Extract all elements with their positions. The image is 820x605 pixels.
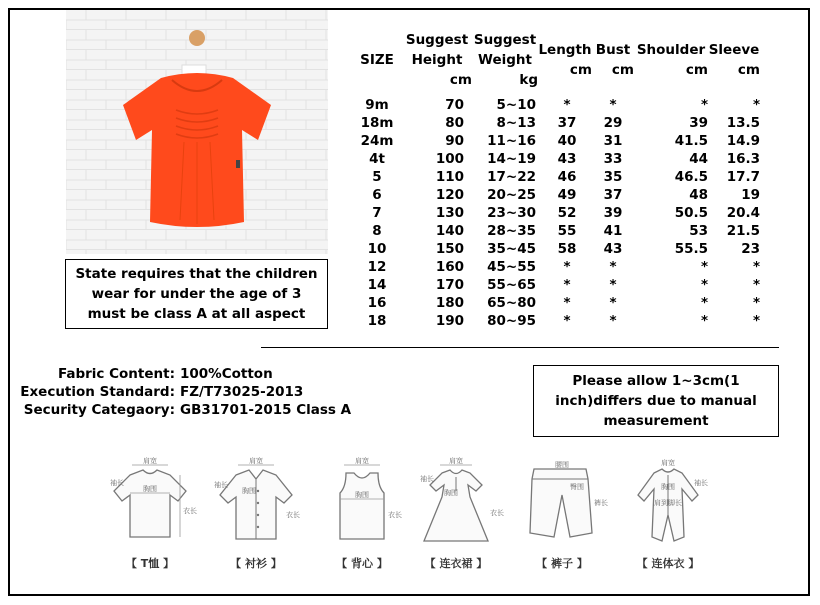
diagram-tag: 臀围 — [570, 483, 584, 491]
size-cell: 16.3 — [726, 151, 760, 167]
size-cell: 48 — [689, 187, 708, 203]
size-cell: 4t — [369, 151, 385, 167]
size-cell: 160 — [435, 259, 464, 275]
diagram-tag: 肩宽 — [143, 457, 157, 465]
size-row — [352, 168, 760, 186]
size-cell: 11~16 — [487, 133, 536, 149]
size-cell: 150 — [435, 241, 464, 257]
header-line: Length — [538, 42, 592, 58]
size-cell: 37 — [603, 187, 623, 203]
header-line: SIZE — [360, 52, 394, 68]
size-cell: 120 — [435, 187, 464, 203]
size-row — [352, 312, 760, 330]
diagram-tag: 胸围 — [661, 483, 675, 491]
size-row — [352, 276, 760, 294]
size-cell: 45~55 — [487, 259, 536, 275]
diagram-tag: 衣长 — [490, 509, 504, 517]
size-cell: 18m — [360, 115, 394, 131]
spec-value: GB31701-2015 Class A — [180, 402, 352, 418]
size-cell: 41 — [603, 223, 623, 239]
diagram-tag: 袖长 — [694, 479, 708, 487]
diagram-tag: 胸围 — [143, 485, 157, 493]
diagram-label: 【 背心 】 — [336, 557, 388, 570]
header-line: cm — [737, 62, 760, 78]
size-cell: 49 — [557, 187, 577, 203]
spec-value: 100%Cotton — [180, 366, 273, 382]
size-cell: 43 — [557, 151, 577, 167]
diagram-tag: 胸围 — [444, 489, 458, 497]
size-cell: 23~30 — [487, 205, 536, 221]
size-cell: 46.5 — [674, 169, 708, 185]
product-photo — [66, 10, 328, 254]
diagram-tag: 肩宽 — [449, 457, 463, 465]
spec-row — [14, 401, 351, 419]
diagram-tag: 肩宽 — [249, 457, 263, 465]
size-cell: 16 — [367, 295, 387, 311]
diagram-tag: 肩宽 — [661, 459, 675, 467]
size-cell: 7 — [372, 205, 382, 221]
size-cell: 24m — [360, 133, 394, 149]
size-chart-table — [352, 28, 760, 330]
spec-row — [14, 365, 351, 383]
size-cell: 17~22 — [487, 169, 536, 185]
diagram-tag: 衣长 — [286, 511, 300, 519]
size-cell: 80~95 — [487, 313, 536, 329]
tshirt-photo-illustration — [66, 10, 328, 254]
diagram-tag: 裤长 — [594, 499, 608, 507]
size-cell: 5~10 — [496, 97, 536, 113]
dress-diagram — [406, 455, 506, 575]
size-cell: 20.4 — [726, 205, 760, 221]
size-cell: 21.5 — [726, 223, 760, 239]
vest-diagram — [312, 455, 412, 575]
shirt-diagram — [206, 455, 306, 575]
size-cell: 37 — [557, 115, 577, 131]
header-line: Suggest — [473, 32, 537, 48]
size-cell: 14 — [367, 277, 387, 293]
diagram-tag: 衣长 — [183, 507, 197, 515]
size-cell: 23 — [741, 241, 760, 257]
size-cell: 35~45 — [487, 241, 536, 257]
size-cell: 140 — [435, 223, 464, 239]
size-cell: 55~65 — [487, 277, 536, 293]
size-cell: * — [752, 97, 760, 113]
size-cell: 50.5 — [674, 205, 708, 221]
children-standard-note — [65, 259, 328, 329]
size-row — [352, 222, 760, 240]
size-chart-header-cell — [538, 28, 592, 92]
size-cell: 14~19 — [487, 151, 536, 167]
size-row — [352, 240, 760, 258]
size-row — [352, 96, 760, 114]
header-line: kg — [519, 72, 538, 88]
size-cell: 8 — [372, 223, 382, 239]
diagram-tag: 袖长 — [214, 481, 228, 489]
size-cell: 110 — [435, 169, 464, 185]
size-cell: 55.5 — [674, 241, 708, 257]
size-cell: 14.9 — [726, 133, 760, 149]
size-cell: 18 — [367, 313, 387, 329]
header-line: Bust — [595, 42, 631, 58]
diagram-label: 【 连衣裙 】 — [424, 557, 488, 570]
size-cell: * — [609, 295, 617, 311]
size-cell: 46 — [557, 169, 577, 185]
diagram-label: 【 T恤 】 — [125, 557, 175, 570]
size-cell: 58 — [557, 241, 577, 257]
diagram-tag: 肩到脚长 — [654, 499, 682, 507]
diagram-label: 【 连体衣 】 — [636, 557, 700, 570]
size-cell: 90 — [445, 133, 464, 149]
size-cell: * — [700, 259, 708, 275]
size-row — [352, 132, 760, 150]
measurement-note — [533, 365, 779, 437]
spec-value: FZ/T73025-2013 — [180, 384, 304, 400]
diagram-tag: 衣长 — [388, 511, 402, 519]
header-line: cm — [569, 62, 592, 78]
fabric-specs — [14, 365, 351, 419]
size-cell: 53 — [689, 223, 708, 239]
diagram-tag: 袖长 — [420, 475, 434, 483]
size-cell: 170 — [435, 277, 464, 293]
measurement-note-text: Please allow 1~3cm(1 inch)differs due to manual measurement — [555, 373, 757, 429]
diagram-tag: 胸围 — [355, 491, 369, 499]
header-line: Suggest — [405, 32, 469, 48]
spec-label: Fabric Content: — [57, 366, 175, 382]
size-cell: 8~13 — [496, 115, 536, 131]
spec-label: Security Categaory: — [23, 402, 175, 418]
size-cell: 130 — [435, 205, 464, 221]
header-line: Height — [411, 52, 463, 68]
size-cell: 40 — [557, 133, 577, 149]
size-cell: * — [563, 277, 571, 293]
size-chart-body — [352, 92, 760, 330]
size-cell: 35 — [603, 169, 623, 185]
hanger-hook — [189, 30, 205, 46]
size-cell: * — [609, 97, 617, 113]
size-cell: * — [700, 277, 708, 293]
diagram-tag: 胸围 — [242, 487, 256, 495]
diagram-label: 【 裤子 】 — [536, 557, 588, 570]
size-cell: * — [609, 277, 617, 293]
size-cell: * — [609, 259, 617, 275]
children-standard-note-text: State requires that the children wear for under the age of 3 must be class A at all aspect — [75, 266, 318, 322]
pants-diagram — [512, 455, 612, 575]
size-cell: * — [700, 313, 708, 329]
size-cell: * — [563, 259, 571, 275]
size-cell: 19 — [741, 187, 760, 203]
size-cell: 10 — [367, 241, 387, 257]
header-line: cm — [449, 72, 472, 88]
size-chart-header — [352, 28, 760, 92]
header-line: Weight — [478, 52, 532, 68]
size-cell: * — [700, 295, 708, 311]
header-line: Shoulder — [636, 42, 706, 58]
size-cell: 17.7 — [726, 169, 760, 185]
header-line: Sleeve — [708, 42, 760, 58]
size-cell: 44 — [689, 151, 708, 167]
size-cell: * — [563, 313, 571, 329]
size-cell: * — [609, 313, 617, 329]
size-cell: 31 — [603, 133, 623, 149]
size-chart-header-cell — [402, 28, 472, 92]
size-cell: * — [752, 295, 760, 311]
size-cell: 41.5 — [674, 133, 708, 149]
size-cell: * — [752, 277, 760, 293]
spec-row — [14, 383, 351, 401]
tshirt-diagram — [100, 455, 200, 575]
size-cell: 39 — [689, 115, 708, 131]
diagram-tag: 肩宽 — [355, 457, 369, 465]
size-chart-header-cell — [592, 28, 634, 92]
size-cell: 33 — [603, 151, 623, 167]
size-cell: 9m — [365, 97, 389, 113]
size-cell: * — [752, 259, 760, 275]
size-cell: 39 — [603, 205, 623, 221]
size-cell: 52 — [557, 205, 577, 221]
spec-label: Execution Standard: — [20, 384, 175, 400]
size-cell: 20~25 — [487, 187, 536, 203]
size-row — [352, 186, 760, 204]
size-cell: 5 — [372, 169, 382, 185]
size-row — [352, 150, 760, 168]
size-cell: 28~35 — [487, 223, 536, 239]
size-cell: * — [752, 313, 760, 329]
section-divider — [261, 347, 779, 348]
diagram-label: 【 衬衫 】 — [230, 557, 282, 570]
size-row — [352, 258, 760, 276]
size-chart-header-cell — [708, 28, 760, 92]
size-cell: * — [563, 97, 571, 113]
size-cell: 29 — [603, 115, 623, 131]
diagram-tag: 腰围 — [555, 461, 569, 469]
size-row — [352, 294, 760, 312]
size-cell: * — [700, 97, 708, 113]
size-cell: 180 — [435, 295, 464, 311]
size-chart-header-cell — [472, 28, 538, 92]
size-row — [352, 114, 760, 132]
size-cell: 43 — [603, 241, 623, 257]
size-row — [352, 204, 760, 222]
size-cell: 70 — [445, 97, 464, 113]
size-cell: 65~80 — [487, 295, 536, 311]
header-line: cm — [611, 62, 634, 78]
measurement-diagrams — [100, 455, 720, 575]
size-cell: 55 — [557, 223, 577, 239]
size-cell: 13.5 — [726, 115, 760, 131]
diagram-tag: 袖长 — [110, 479, 124, 487]
size-chart-header-cell — [634, 28, 708, 92]
size-cell: 80 — [445, 115, 464, 131]
size-cell: 190 — [435, 313, 464, 329]
size-cell: 100 — [435, 151, 464, 167]
header-line: cm — [685, 62, 708, 78]
size-cell: * — [563, 295, 571, 311]
size-cell: 12 — [367, 259, 387, 275]
size-cell: 6 — [372, 187, 382, 203]
romper-diagram — [618, 455, 718, 575]
size-chart-header-cell — [352, 28, 402, 92]
